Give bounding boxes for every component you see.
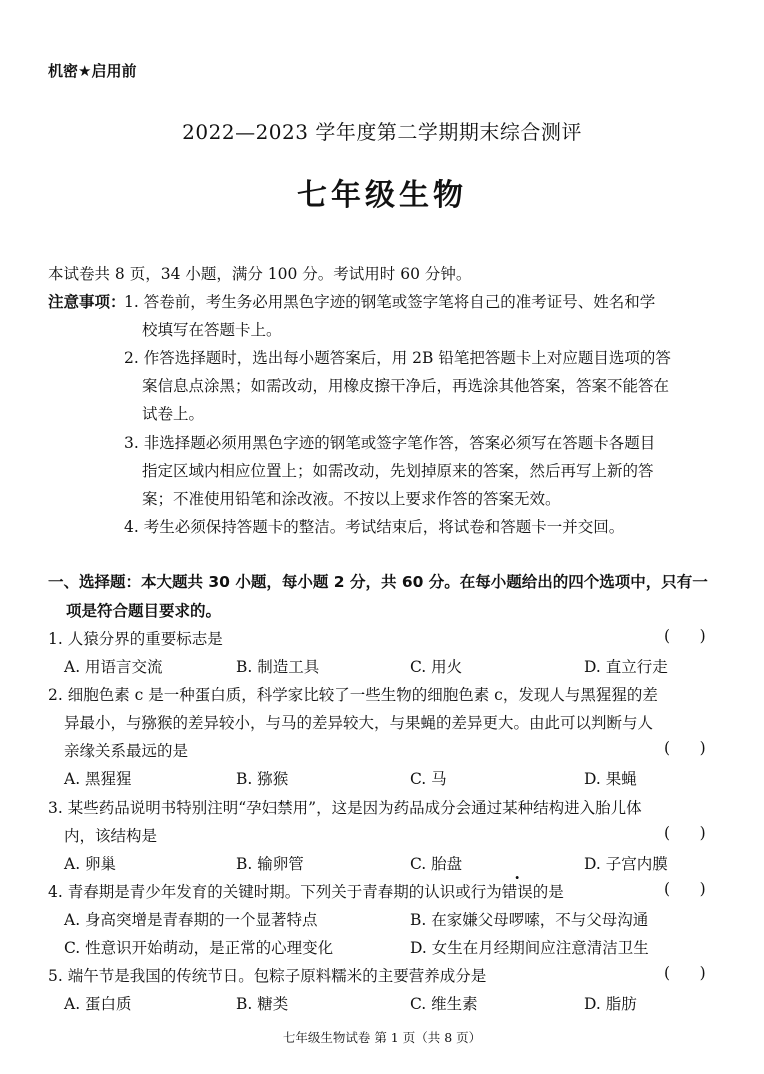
question-stem-cont: 内，该结构是: [64, 827, 158, 845]
intro-text: 本试卷共 8 页，34 小题，满分 100 分。考试用时 60 分钟。: [48, 265, 472, 283]
notice-item-line: 指定区域内相应位置上；如需改动，先划掉原来的答案，然后再写上新的答: [142, 462, 654, 480]
question-stem-cont: 亲缘关系最远的是: [64, 742, 189, 760]
option-d: D. 女生在月经期间应注意清洁卫生: [410, 939, 649, 957]
exam-title: 2022—2023 学年度第二学期期末综合测评: [182, 120, 582, 144]
section-heading: 一、选择题：本大题共 30 小题，每小题 2 分，共 60 分。在每小题给出的四个选项中，只有一: [48, 573, 708, 591]
question-stem: 5. 端午节是我国的传统节日。包粽子原料糯米的主要营养成分是: [48, 967, 487, 985]
option-a: A. 黑猩猩: [64, 770, 132, 788]
option-d: D. 果蝇: [584, 770, 637, 788]
notice-item-line: 案；不准使用铅笔和涂改液。不按以上要求作答的答案无效。: [142, 490, 561, 508]
option-d: D. 脂肪: [584, 995, 637, 1013]
question-stem: 4. 青春期是青少年发育的关键时期。下列关于青春期的认识或行为错误的是: [48, 880, 564, 902]
question-stem: 2. 细胞色素 c 是一种蛋白质，科学家比较了一些生物的细胞色素 c，发现人与黑猩猩的差: [48, 686, 658, 704]
subject-title: 七年级生物: [297, 178, 467, 213]
option-b: B. 在家嫌父母啰嗦，不与父母沟通: [410, 911, 649, 929]
option-c: C. 胎盘: [410, 855, 463, 873]
notice-item-line: 试卷上。: [142, 405, 205, 423]
option-c: C. 维生素: [410, 995, 478, 1013]
section-heading-cont: 项是符合题目要求的。: [66, 602, 222, 620]
confidential-mark: 机密★启用前: [48, 62, 137, 80]
page-footer: 七年级生物试卷 第 1 页（共 8 页）: [282, 1030, 482, 1045]
question-stem: 1. 人猿分界的重要标志是: [48, 630, 223, 648]
option-a: A. 蛋白质: [64, 995, 132, 1013]
option-c: C. 用火: [410, 658, 463, 676]
question-stem-cont: 异最小，与猕猴的差异较小，与马的差异较大，与果蝇的差异更大。由此可以判断与人: [64, 714, 654, 732]
option-d: D. 直立行走: [584, 658, 668, 676]
emphasis-dot-char: 错误: [501, 883, 533, 901]
option-c: C. 马: [410, 770, 447, 788]
answer-paren: ( ): [664, 739, 706, 757]
option-a: A. 用语言交流: [64, 658, 163, 676]
option-b: B. 猕猴: [236, 770, 289, 788]
question-stem: 3. 某些药品说明书特别注明“孕妇禁用”，这是因为药品成分会通过某种结构进入胎儿体: [48, 799, 642, 817]
option-b: B. 糖类: [236, 995, 289, 1013]
answer-paren: ( ): [664, 880, 706, 898]
notice-item-line: 2. 作答选择题时，选出每小题答案后，用 2B 铅笔把答题卡上对应题目选项的答: [124, 349, 671, 367]
notice-item-line: 校填写在答题卡上。: [142, 321, 282, 339]
option-a: A. 卵巢: [64, 855, 117, 873]
option-a: A. 身高突增是青春期的一个显著特点: [64, 911, 318, 929]
option-b: B. 输卵管: [236, 855, 304, 873]
option-d: D. 子宫内膜: [584, 855, 668, 873]
notice-item-line: 3. 非选择题必须用黑色字迹的钢笔或签字笔作答，答案必须写在答题卡各题目: [124, 434, 656, 452]
answer-paren: ( ): [664, 964, 706, 982]
answer-paren: ( ): [664, 824, 706, 842]
notice-item-line: 案信息点涂黑；如需改动，用橡皮擦干净后，再选涂其他答案，答案不能答在: [142, 377, 670, 395]
notice-item-line: 1. 答卷前，考生务必用黑色字迹的钢笔或签字笔将自己的准考证号、姓名和学: [124, 293, 656, 311]
option-c: C. 性意识开始萌动，是正常的心理变化: [64, 939, 334, 957]
answer-paren: ( ): [664, 627, 706, 645]
notice-label: 注意事项：: [48, 293, 126, 311]
notice-item-line: 4. 考生必须保持答题卡的整洁。考试结束后，将试卷和答题卡一并交回。: [124, 518, 625, 536]
option-b: B. 制造工具: [236, 658, 320, 676]
